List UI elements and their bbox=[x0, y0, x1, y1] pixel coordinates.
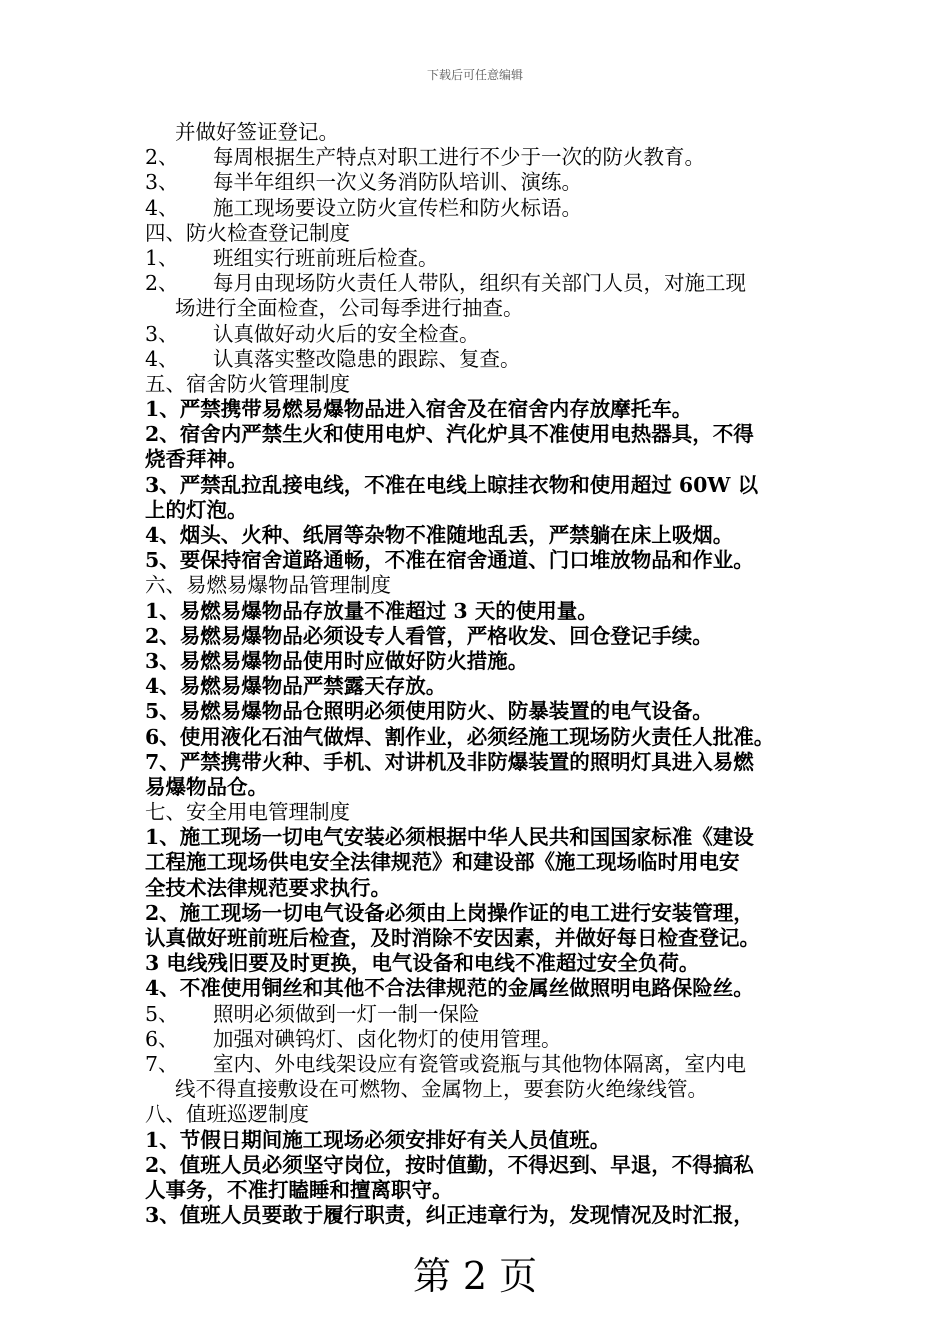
item-text: 室内、外电线架设应有瓷管或瓷瓶与其他物体隔离，室内电 bbox=[213, 1051, 746, 1076]
numbered-item bbox=[145, 322, 815, 347]
item-number: 4、 bbox=[145, 346, 179, 371]
rule-item: 3、易燃易爆物品使用时应做好防火措施。 bbox=[145, 648, 529, 673]
numbered-item bbox=[145, 271, 815, 296]
continuation-line: 并做好签证登记。 bbox=[175, 120, 339, 144]
rule-item: 1、节假日期间施工现场必须安排好有关人员值班。 bbox=[145, 1127, 611, 1152]
item-text: 认真做好动火后的安全检查。 bbox=[213, 321, 480, 346]
rule-item: 1、施工现场一切电气安装必须根据中华人民共和国国家标准《建设 bbox=[145, 825, 754, 850]
rule-item: 2、值班人员必须坚守岗位，按时值勤，不得迟到、早退，不得搞私 bbox=[145, 1152, 754, 1177]
numbered-item bbox=[145, 170, 815, 195]
item-number: 6、 bbox=[145, 1026, 179, 1051]
rule-item: 1、严禁携带易燃易爆物品进入宿舍及在宿舍内存放摩托车。 bbox=[145, 397, 693, 422]
item-text: 每半年组织一次义务消防队培训、演练。 bbox=[213, 170, 582, 195]
item-number: 5、 bbox=[145, 1001, 179, 1026]
item-number: 4、 bbox=[145, 195, 179, 220]
item-number: 3、 bbox=[145, 321, 179, 346]
item-number: 7、 bbox=[145, 1051, 179, 1076]
item-number: 1、 bbox=[145, 245, 179, 270]
item-number: 3、 bbox=[145, 170, 179, 195]
section-heading: 五、宿舍防火管理制度 bbox=[145, 371, 350, 396]
rule-item: 2、易燃易爆物品必须设专人看管，严格收发、回仓登记手续。 bbox=[145, 623, 713, 648]
rule-item: 4、不准使用铜丝和其他不合法律规范的金属丝做照明电路保险丝。 bbox=[145, 976, 754, 1001]
section-heading: 四、防火检查登记制度 bbox=[145, 220, 350, 245]
item-number: 2、 bbox=[145, 271, 179, 296]
numbered-item bbox=[145, 196, 815, 221]
rule-item: 4、烟头、火种、纸屑等杂物不准随地乱丢，严禁躺在床上吸烟。 bbox=[145, 523, 734, 547]
item-text: 每月由现场防火责任人带队，组织有关部门人员，对施工现 bbox=[213, 271, 746, 296]
numbered-item bbox=[145, 1002, 815, 1027]
rule-item: 1、易燃易爆物品存放量不准超过 3 天的使用量。 bbox=[145, 598, 598, 623]
rule-item: 3、严禁乱拉乱接电线，不准在电线上晾挂衣物和使用超过 60W 以 bbox=[145, 472, 759, 497]
rule-item: 2、宿舍内严禁生火和使用电炉、汽化炉具不准使用电热器具，不得 bbox=[145, 422, 754, 447]
rule-item: 3、值班人员要敢于履行职责，纠正违章行为，发现情况及时汇报， bbox=[145, 1203, 754, 1228]
rule-item: 3 电线残旧要及时更换，电气设备和电线不准超过安全负荷。 bbox=[145, 951, 700, 976]
item-text: 每周根据生产特点对职工进行不少于一次的防火教育。 bbox=[213, 145, 705, 170]
rule-item: 认真做好班前班后检查，及时消除不安因素，并做好每日检查登记。 bbox=[145, 926, 760, 950]
numbered-item bbox=[145, 1027, 815, 1052]
rule-item: 上的灯泡。 bbox=[145, 497, 248, 522]
item-text: 照明必须做到一灯一制一保险 bbox=[213, 1001, 480, 1026]
rule-item: 5、要保持宿舍道路通畅，不准在宿舍通道、门口堆放物品和作业。 bbox=[145, 548, 754, 573]
section-heading: 七、安全用电管理制度 bbox=[145, 800, 350, 825]
rule-item: 5、易燃易爆物品仓照明必须使用防火、防暴装置的电气设备。 bbox=[145, 699, 713, 724]
rule-item: 工程施工现场供电安全法律规范》和建设部《施工现场临时用电安 bbox=[145, 850, 740, 875]
item-text: 认真落实整改隐患的跟踪、复查。 bbox=[213, 346, 521, 371]
page-header: 下载后可任意编辑 bbox=[426, 68, 523, 82]
rule-item: 2、施工现场一切电气设备必须由上岗操作证的电工进行安装管理， bbox=[145, 900, 754, 925]
section-heading: 六、易燃易爆物品管理制度 bbox=[145, 573, 391, 598]
item-text: 班组实行班前班后检查。 bbox=[213, 245, 439, 270]
rule-item: 烧香拜神。 bbox=[145, 447, 248, 472]
item-text: 施工现场要设立防火宣传栏和防火标语。 bbox=[213, 195, 582, 220]
rule-item: 4、易燃易爆物品严禁露天存放。 bbox=[145, 674, 447, 699]
item-text: 加强对碘钨灯、卤化物灯的使用管理。 bbox=[213, 1026, 562, 1051]
rule-item: 人事务，不准打瞌睡和擅离职守。 bbox=[145, 1177, 453, 1202]
item-number: 2、 bbox=[145, 145, 179, 170]
section-heading: 八、值班巡逻制度 bbox=[145, 1102, 309, 1127]
rule-item: 易爆物品仓。 bbox=[145, 774, 268, 799]
page-number: 第 2 页 bbox=[412, 1254, 538, 1298]
rule-item: 6、使用液化石油气做焊、割作业，必须经施工现场防火责任人批准。 bbox=[145, 724, 775, 749]
numbered-item bbox=[145, 246, 815, 271]
numbered-item bbox=[145, 1052, 815, 1077]
document-body bbox=[145, 120, 815, 1228]
numbered-item bbox=[145, 347, 815, 372]
rule-item: 7、严禁携带火种、手机、对讲机及非防爆装置的照明灯具进入易燃 bbox=[145, 749, 754, 774]
continuation-line: 线不得直接敷设在可燃物、金属物上，要套防火绝缘线管。 bbox=[175, 1077, 708, 1102]
continuation-line: 场进行全面检查，公司每季进行抽查。 bbox=[175, 296, 524, 321]
rule-item: 全技术法律规范要求执行。 bbox=[145, 875, 391, 900]
numbered-item bbox=[145, 145, 815, 170]
